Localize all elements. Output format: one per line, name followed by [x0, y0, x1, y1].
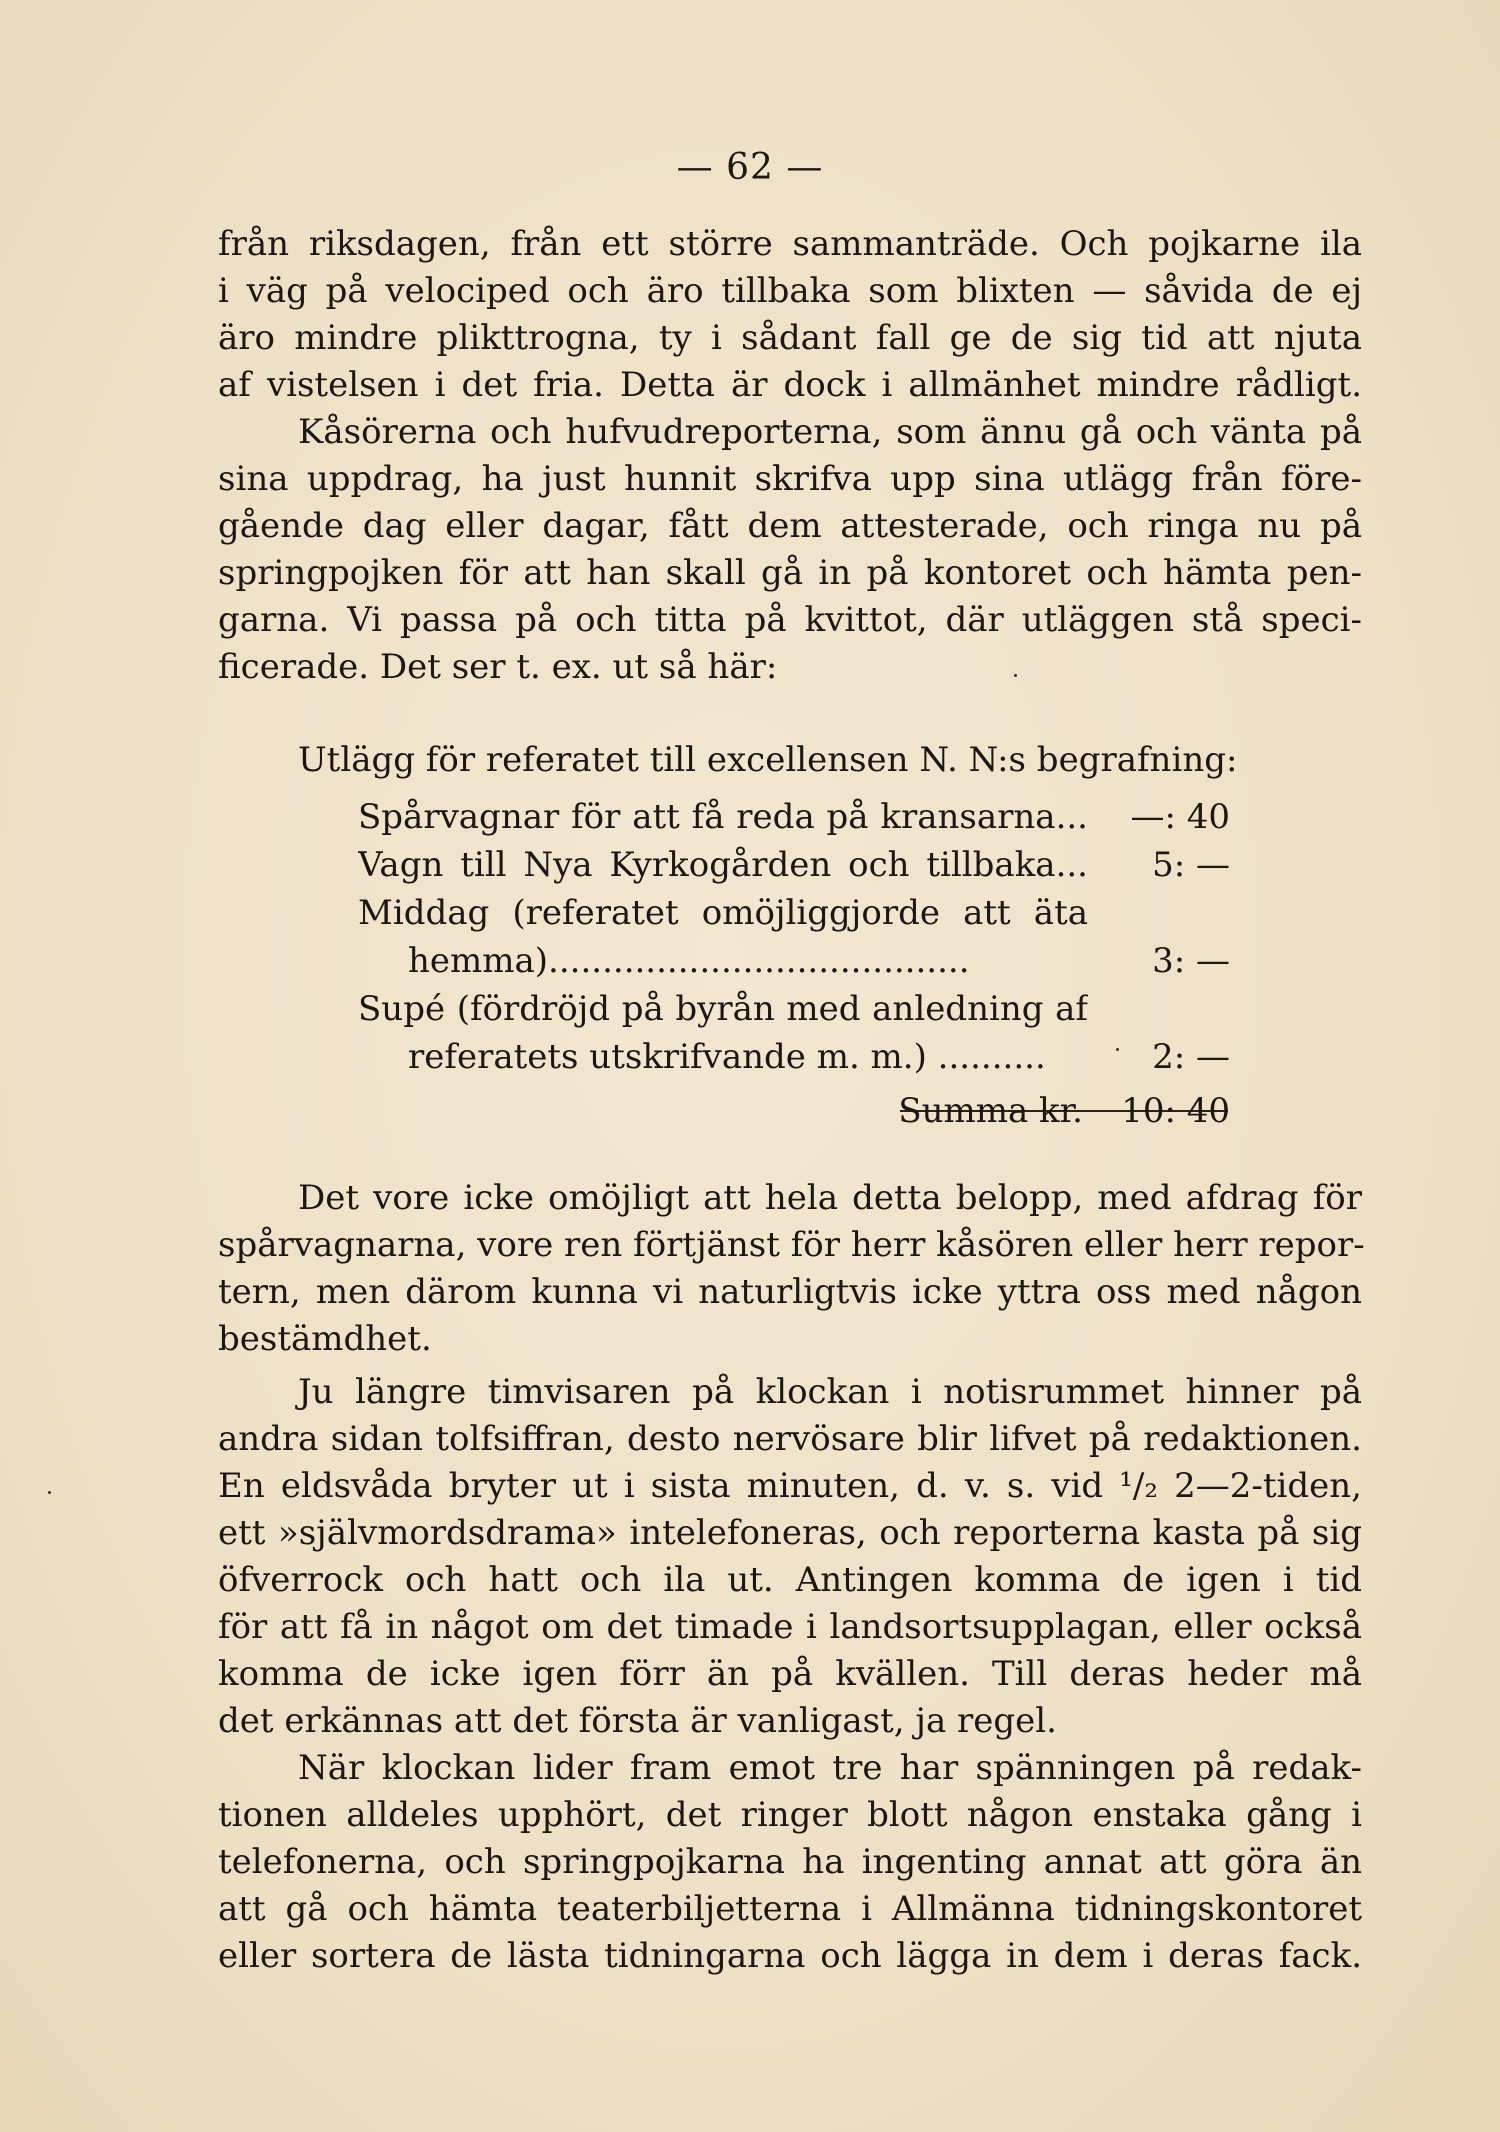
paragraph-4-line: det erkännas att det första är vanligast, ja regel. — [218, 1701, 1057, 1741]
expense-amount: 2: — — [1152, 1037, 1230, 1077]
paragraph-2-line: garna. Vi passa på och titta på kvittot, där utläggen stå speci- — [218, 600, 1362, 640]
paragraph-2-line: Kåsörerna och hufvudreporterna, som ännu gå och vänta på — [298, 412, 1362, 452]
paragraph-1-line: i väg på velociped och äro tillbaka som blixten — såvida de ej — [218, 271, 1362, 311]
paragraph-3-line: tern, men därom kunna vi naturligtvis icke yttra oss med någon — [218, 1272, 1362, 1312]
expense-row — [358, 842, 1228, 888]
paragraph-4-line: Ju längre timvisaren på klockan i notisrummet hinner på — [298, 1372, 1362, 1412]
expense-description: hemma)....................................... — [408, 941, 970, 981]
sum-label: Summa kr. — [898, 1091, 1083, 1131]
expense-row — [358, 794, 1228, 840]
paragraph-5-line: tionen alldeles upphört, det ringer blott någon enstaka gång i — [218, 1795, 1362, 1835]
paragraph-4-line: komma de icke igen förr än på kvällen. Till deras heder må — [218, 1654, 1362, 1694]
paragraph-5-line: eller sortera de lästa tidningarna och lägga in dem i deras fack. — [218, 1936, 1362, 1976]
expense-row — [358, 986, 1228, 1032]
paragraph-1-line: af vistelsen i det fria. Detta är dock i allmänhet mindre rådligt. — [218, 365, 1362, 405]
paragraph-1-line: äro mindre plikttrogna, ty i sådant fall ge de sig tid att njuta — [218, 318, 1362, 358]
expense-amount: 3: — — [1152, 941, 1230, 981]
print-speck — [1014, 674, 1017, 677]
paragraph-2-line: ficerade. Det ser t. ex. ut så här: — [218, 647, 778, 687]
paragraph-2-line: springpojken för att han skall gå in på kontoret och hämta pen- — [218, 553, 1362, 593]
paragraph-3-line: bestämdhet. — [218, 1319, 432, 1359]
paragraph-3-line: Det vore icke omöjligt att hela detta belopp, med afdrag för — [298, 1178, 1362, 1218]
paragraph-2-line: gående dag eller dagar, fått dem attesterade, och ringa nu på — [218, 506, 1362, 546]
sum-amount: 10: 40 — [1121, 1091, 1230, 1131]
paragraph-5-line: När klockan lider fram emot tre har spänningen på redak- — [298, 1748, 1362, 1788]
expense-row — [358, 1034, 1228, 1080]
paragraph-5-line: telefonerna, och springpojkarna ha ingenting annat att göra än — [218, 1842, 1362, 1882]
expense-total-row — [358, 1088, 1228, 1134]
paragraph-4-line: En eldsvåda bryter ut i sista minuten, d. v. s. vid ¹/₂ 2—2-tiden, — [218, 1466, 1362, 1506]
paragraph-5-line: att gå och hämta teaterbiljetterna i Allmänna tidningskontoret — [218, 1889, 1362, 1929]
print-speck — [1116, 1048, 1119, 1051]
paragraph-1-line: från riksdagen, från ett större sammanträde. Och pojkarne ila — [218, 224, 1362, 264]
paragraph-4-line: för att få in något om det timade i landsortsupplagan, eller också — [218, 1607, 1362, 1647]
expense-row — [358, 938, 1228, 984]
paragraph-2-line: sina uppdrag, ha just hunnit skrifva upp sina utlägg från före- — [218, 459, 1362, 499]
page-number: — 62 — — [676, 147, 824, 188]
paragraph-4-line: andra sidan tolfsiffran, desto nervösare blir lifvet på redaktionen. — [218, 1419, 1362, 1459]
paragraph-4-line: öfverrock och hatt och ila ut. Antingen komma de igen i tid — [218, 1560, 1362, 1600]
print-speck — [48, 1491, 51, 1494]
expense-description: Supé (fördröjd på byrån med anledning af — [358, 989, 1088, 1029]
paragraph-4-line: ett »självmordsdrama» intelefoneras, och reporterna kasta på sig — [218, 1513, 1362, 1553]
expense-list-heading: Utlägg för referatet till excellensen N. N:s begrafning: — [298, 740, 1238, 780]
expense-description: Vagn till Nya Kyrkogården och tillbaka... — [358, 845, 1088, 885]
expense-description: Spårvagnar för att få reda på kransarna... — [358, 797, 1088, 837]
expense-amount: —: 40 — [1130, 797, 1230, 837]
expense-description: referatets utskrifvande m. m.) .......... — [408, 1037, 1046, 1077]
expense-amount: 5: — — [1152, 845, 1230, 885]
expense-row — [358, 890, 1228, 936]
paragraph-3-line: spårvagnarna, vore ren förtjänst för herr kåsören eller herr repor- — [218, 1225, 1365, 1265]
expense-description: Middag (referatet omöjliggjorde att äta — [358, 893, 1088, 933]
